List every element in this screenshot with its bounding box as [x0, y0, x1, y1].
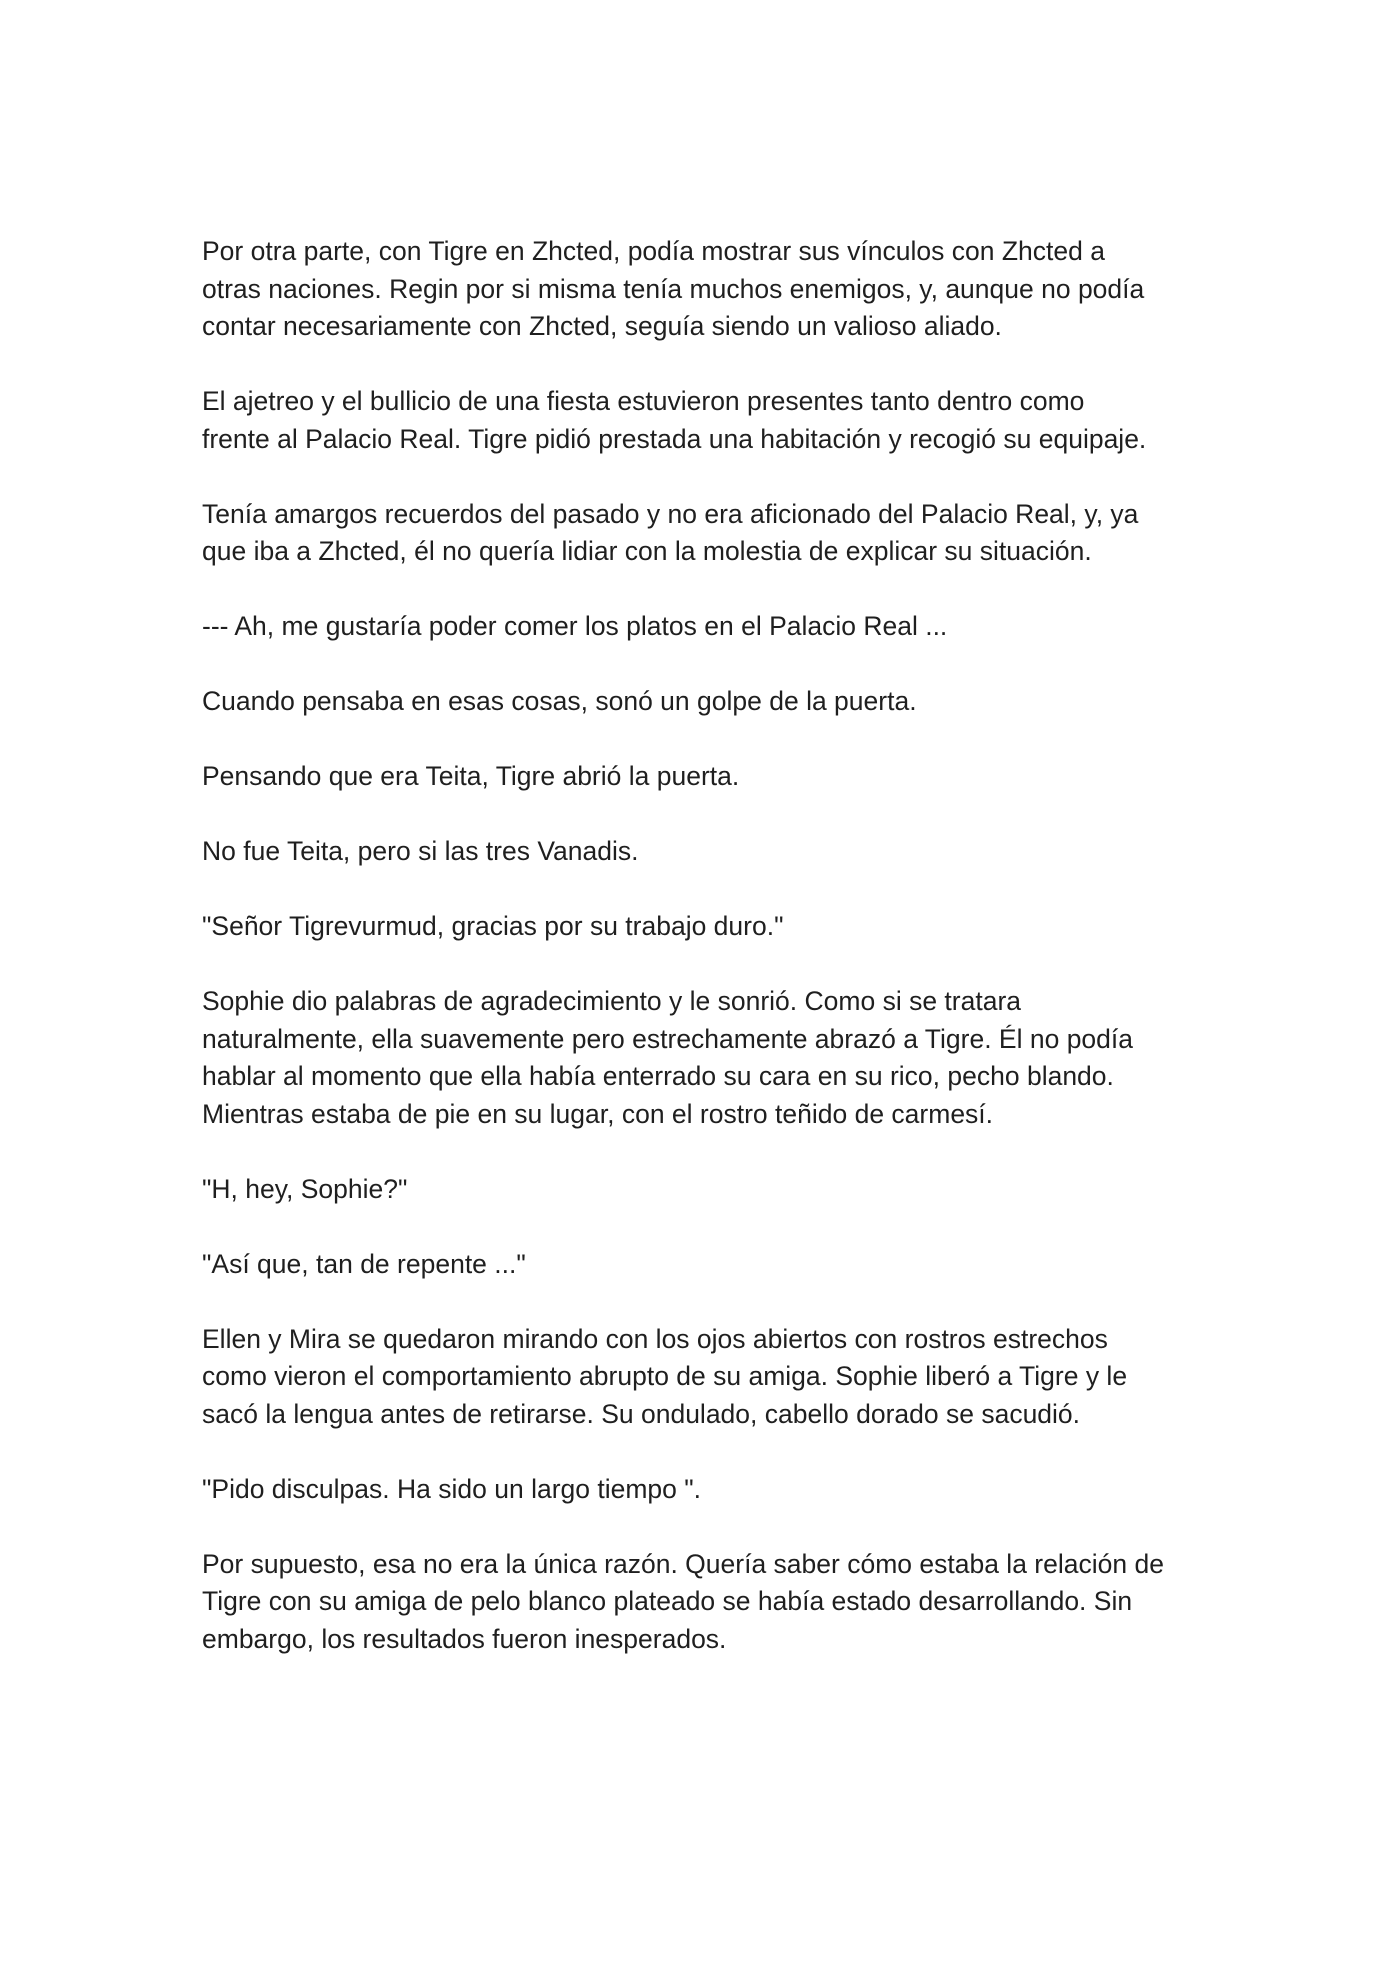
text-line: otras naciones. Regin por si misma tenía muchos enemigos, y, aunque no podía: [202, 273, 1145, 304]
text-line: como vieron el comportamiento abrupto de su amiga. Sophie liberó a Tigre y le: [202, 1361, 1128, 1391]
paragraph-6: [202, 758, 1212, 796]
paragraph-1: [202, 233, 1212, 346]
text-line: "Así que, tan de repente ...": [202, 1248, 526, 1279]
text-line: Mientras estaba de pie en su lugar, con el rostro teñido de carmesí.: [202, 1098, 994, 1129]
paragraph-4: [202, 608, 1212, 646]
text-line: que iba a Zhcted, él no quería lidiar con la molestia de explicar su situación.: [202, 536, 1092, 566]
paragraph-10: [202, 1171, 1212, 1209]
text-line: "Señor Tigrevurmud, gracias por su trabajo duro.": [202, 911, 784, 941]
document-body: [202, 233, 1212, 1658]
paragraph-11: [202, 1246, 1212, 1284]
paragraph-5: [202, 683, 1212, 721]
text-line: Por otra parte, con Tigre en Zhcted, podía mostrar sus vínculos con Zhcted a: [202, 236, 1105, 266]
text-line: --- Ah, me gustaría poder comer los platos en el Palacio Real ...: [202, 611, 948, 641]
paragraph-3: [202, 496, 1212, 571]
text-line: naturalmente, ella suavemente pero estrechamente abrazó a Tigre. Él no podía: [202, 1023, 1134, 1054]
text-line: Cuando pensaba en esas cosas, sonó un golpe de la puerta.: [202, 686, 917, 716]
paragraph-14: [202, 1546, 1212, 1659]
text-line: Por supuesto, esa no era la única razón. Quería saber cómo estaba la relación de: [202, 1548, 1164, 1579]
text-line: Tigre con su amiga de pelo blanco plateado se había estado desarrollando. Sin: [202, 1586, 1133, 1616]
text-line: Pensando que era Teita, Tigre abrió la puerta.: [202, 761, 740, 791]
text-line: "Pido disculpas. Ha sido un largo tiempo ".: [202, 1473, 702, 1504]
text-line: frente al Palacio Real. Tigre pidió prestada una habitación y recogió su equipaje.: [202, 423, 1147, 454]
paragraph-12: [202, 1321, 1212, 1434]
text-line: sacó la lengua antes de retirarse. Su ondulado, cabello dorado se sacudió.: [202, 1398, 1081, 1429]
text-line: Tenía amargos recuerdos del pasado y no era aficionado del Palacio Real, y, ya: [202, 498, 1139, 529]
text-line: contar necesariamente con Zhcted, seguía siendo un valioso aliado.: [202, 311, 1002, 341]
paragraph-2: [202, 383, 1212, 458]
paragraph-8: [202, 908, 1212, 946]
paragraph-9: [202, 983, 1212, 1133]
text-line: embargo, los resultados fueron inesperados.: [202, 1623, 727, 1654]
paragraph-7: [202, 833, 1212, 871]
text-line: Sophie dio palabras de agradecimiento y le sonrió. Como si se tratara: [202, 986, 1022, 1016]
text-line: hablar al momento que ella había enterrado su cara en su rico, pecho blando.: [202, 1061, 1114, 1091]
text-line: El ajetreo y el bullicio de una fiesta estuvieron presentes tanto dentro como: [202, 386, 1085, 416]
paragraph-13: [202, 1471, 1212, 1509]
text-line: No fue Teita, pero si las tres Vanadis.: [202, 836, 639, 866]
text-line: Ellen y Mira se quedaron mirando con los ojos abiertos con rostros estrechos: [202, 1323, 1108, 1354]
text-line: "H, hey, Sophie?": [202, 1173, 408, 1204]
